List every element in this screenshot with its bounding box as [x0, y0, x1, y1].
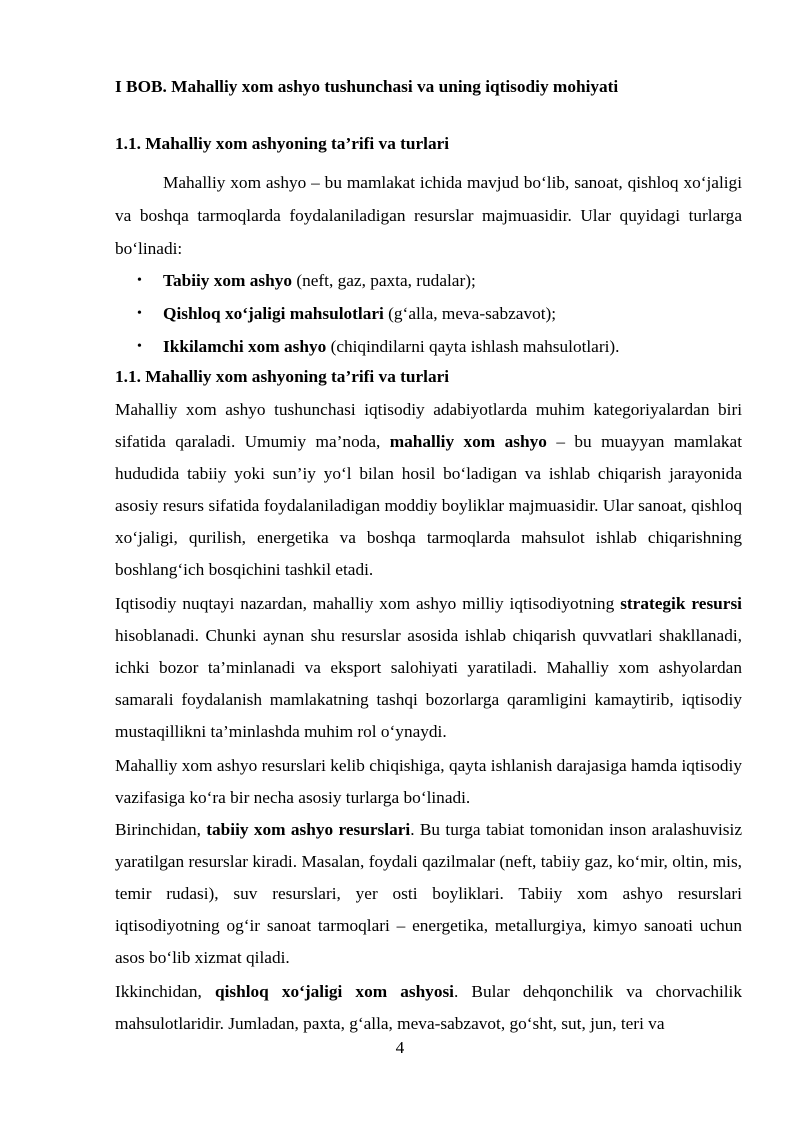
page-number: 4 [395, 1038, 405, 1057]
list-item: • Qishloq xo‘jaligi mahsulotlari (g‘alla, meva-sabzavot); [137, 297, 737, 330]
list-item: • Tabiiy xom ashyo (neft, gaz, paxta, rudalar); [137, 264, 737, 297]
intro-paragraph: Mahalliy xom ashyo – bu mamlakat ichida mavjud bo‘lib, sanoat, qishloq xo‘jaligi va boshqa tarmoqlarda foydalaniladigan resurslar majmuasidir. Ular quyidagi turlarga bo‘linadi: [115, 173, 742, 258]
bullet-icon: • [137, 339, 142, 354]
body-paragraph-1: Mahalliy xom ashyo tushunchasi iqtisodiy adabiyotlarda muhim kategoriyalardan biri sifatida qaraladi. Umumiy ma’noda, mahalliy xom ashyo – bu muayyan mamlakat hududida tabiiy yoki sun’iy yo‘l bilan hosil bo‘ladigan va ishlab chiqarish jarayonida asosiy resurs sifatida foydalaniladigan moddiy boyliklar majmuasidir. Ular sanoat, qishloq xo‘jaligi, qurilish, energetika va boshqa tarmoqlarda mahsulot ishlab chiqarishning boshlang‘ich bosqichini tashkil etadi. [115, 400, 742, 579]
section-heading-1: 1.1. Mahalliy xom ashyoning ta’rifi va turlari [115, 134, 450, 153]
body-paragraph-2: Iqtisodiy nuqtayi nazardan, mahalliy xom ashyo milliy iqtisodiyotning strategik resursi hisoblanadi. Chunki aynan shu resurslar asosida ishlab chiqarish quvvatlari shakllanadi, ichki bozor ta’minlanadi va eksport salohiyati yaratiladi. Mahalliy xom ashyolardan samarali foydalanish mamlakatning tashqi bozorlarga qaramligini kamaytirib, iqtisodiy mustaqillikni ta’minlashda muhim rol o‘ynaydi. [115, 594, 742, 741]
body-paragraph-3: Mahalliy xom ashyo resurslari kelib chiqishiga, qayta ishlanish darajasiga hamda iqtisodiy vazifasiga ko‘ra bir necha asosiy turlarga bo‘linadi. [115, 756, 742, 807]
chapter-title: I BOB. Mahalliy xom ashyo tushunchasi va uning iqtisodiy mohiyati [115, 77, 619, 96]
bullet-icon: • [137, 273, 142, 288]
body-paragraph-4: Birinchidan, tabiiy xom ashyo resurslari. Bu turga tabiat tomonidan inson aralashuvisiz yaratilgan resurslar kiradi. Masalan, foydali qazilmalar (neft, tabiiy gaz, ko‘mir, oltin, mis, temir rudasi), suv resurslari, yer osti boyliklari. Tabiiy xom ashyo resurslari iqtisodiyotning og‘ir sanoat tarmoqlari – energetika, metallurgiya, kimyo sanoati uchun asos bo‘lib xizmat qiladi. [115, 820, 742, 967]
body-paragraph-5: Ikkinchidan, qishloq xo‘jaligi xom ashyosi. Bular dehqonchilik va chorvachilik mahsulotlaridir. Jumladan, paxta, g‘alla, meva-sabzavot, go‘sht, sut, jun, teri va [115, 982, 743, 1033]
raw-material-types-list [137, 264, 737, 363]
bullet-icon: • [137, 306, 142, 321]
list-item: • Ikkilamchi xom ashyo (chiqindilarni qayta ishlash mahsulotlari). [137, 330, 737, 363]
section-heading-2: 1.1. Mahalliy xom ashyoning ta’rifi va turlari [115, 367, 450, 386]
